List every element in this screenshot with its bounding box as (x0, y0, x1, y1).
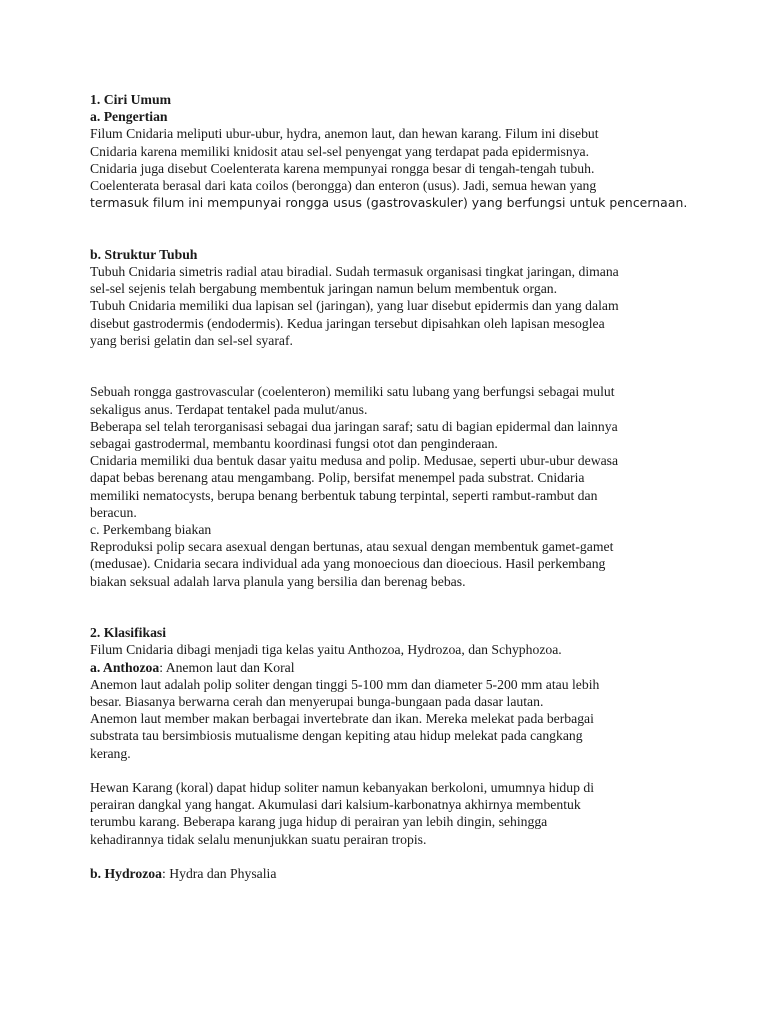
subheading-struktur-tubuh: b. Struktur Tubuh (90, 246, 198, 262)
section-heading: 2. Klasifikasi (90, 625, 167, 641)
section-heading: 1. Ciri Umum (90, 92, 171, 107)
hydrozoa-desc: : Hydra dan Physalia (162, 866, 277, 882)
paragraph-line: Beberapa sel telah terorganisasi sebagai dua jaringan saraf; satu di bagian epidermal dan lainnya (90, 418, 618, 434)
paragraph-line: Sebuah rongga gastrovascular (coelenteron) memiliki satu lubang yang berfungsi sebagai mulut (90, 384, 615, 400)
subheading-perkembang-biakan: c. Perkembang biakan (90, 522, 212, 538)
paragraph-line: Reproduksi polip secara asexual dengan bertunas, atau sexual dengan membentuk gamet-gamet (90, 539, 614, 555)
spacer (90, 590, 730, 624)
paragraph-line: Hewan Karang (koral) dapat hidup soliter namun kebanyakan berkoloni, umumnya hidup di (90, 780, 595, 796)
paragraph-line: Filum Cnidaria dibagi menjadi tiga kelas yaitu Anthozoa, Hydrozoa, dan Schyphozoa. (90, 642, 562, 658)
paragraph-line: Anemon laut member makan berbagai invertebrate dan ikan. Mereka melekat pada berbagai (90, 711, 594, 727)
paragraph-line: Cnidaria memiliki dua bentuk dasar yaitu medusa and polip. Medusae, seperti ubur-ubur dewasa (90, 453, 619, 469)
paragraph-line: dapat bebas berenang atau mengambang. Polip, bersifat menempel pada substrat. Cnidaria (90, 470, 585, 486)
paragraph-line: (medusae). Cnidaria secara individual ada yang monoecious dan dioecious. Hasil perkembang (90, 556, 606, 572)
paragraph-line: sebagai gastrodermal, membantu koordinasi fungsi otot dan penginderaan. (90, 436, 498, 452)
paragraph-line: memiliki nematocysts, berupa benang berbentuk tabung terpintal, seperti rambut-rambut dan (90, 487, 598, 503)
subheading-pengertian: a. Pengertian (90, 109, 168, 125)
hydrozoa-heading (90, 865, 730, 882)
paragraph-line: Tubuh Cnidaria simetris radial atau biradial. Sudah termasuk organisasi tingkat jaringan, dimana (90, 264, 619, 280)
anthozoa-desc: : Anemon laut dan Koral (159, 659, 295, 675)
paragraph-line: disebut gastrodermis (endodermis). Kedua jaringan tersebut dipisahkan oleh lapisan mesoglea (90, 315, 605, 331)
anthozoa-label: a. Anthozoa (90, 659, 160, 675)
paragraph-line: termasuk filum ini mempunyai rongga usus (gastrovaskuler) yang berfungsi untuk pencernaan. (90, 195, 688, 211)
paragraph-line: kehadirannya tidak selalu menunjukkan suatu perairan tropis. (90, 831, 427, 847)
spacer (90, 349, 730, 383)
spacer (90, 762, 730, 779)
paragraph-line: Filum Cnidaria meliputi ubur-ubur, hydra, anemon laut, dan hewan karang. Filum ini disebut (90, 126, 599, 142)
paragraph-line: Cnidaria karena memiliki knidosit atau sel-sel penyengat yang terdapat pada epidermisnya. (90, 143, 590, 159)
paragraph-line: Coelenterata berasal dari kata coilos (berongga) dan enteron (usus). Jadi, semua hewan yang (90, 178, 597, 194)
paragraph-line: kerang. (90, 745, 131, 761)
document-page (90, 91, 730, 882)
paragraph-line: substrata tau bersimbiosis mutualisme dengan kepiting atau hidup melekat pada cangkang (90, 728, 583, 744)
paragraph-line: yang berisi gelatin dan sel-sel syaraf. (90, 332, 293, 348)
paragraph-line: terumbu karang. Beberapa karang juga hidup di perairan yan lebih dingin, sehingga (90, 814, 548, 830)
paragraph-line: sel-sel sejenis telah bergabung membentuk jaringan namun belum membentuk organ. (90, 281, 558, 297)
anthozoa-heading (90, 659, 730, 676)
paragraph-line: biakan seksual adalah larva planula yang bersilia dan berenag bebas. (90, 573, 466, 589)
paragraph-line: perairan dangkal yang hangat. Akumulasi dari kalsium-karbonatnya akhirnya membentuk (90, 797, 581, 813)
paragraph-line: besar. Biasanya berwarna cerah dan menyerupai bunga-bungaan pada dasar lautan. (90, 694, 544, 710)
paragraph-line: Anemon laut adalah polip soliter dengan tinggi 5-100 mm dan diameter 5-200 mm atau lebih (90, 676, 600, 692)
hydrozoa-label: b. Hydrozoa (90, 866, 162, 882)
paragraph-line: Cnidaria juga disebut Coelenterata karena mempunyai rongga besar di tengah-tengah tubuh. (90, 160, 595, 176)
paragraph-line: sekaligus anus. Terdapat tentakel pada mulut/anus. (90, 401, 368, 417)
spacer (90, 848, 730, 865)
paragraph-line: Tubuh Cnidaria memiliki dua lapisan sel (jaringan), yang luar disebut epidermis dan yang dalam (90, 298, 619, 314)
spacer (90, 211, 730, 245)
paragraph-line: beracun. (90, 504, 137, 520)
